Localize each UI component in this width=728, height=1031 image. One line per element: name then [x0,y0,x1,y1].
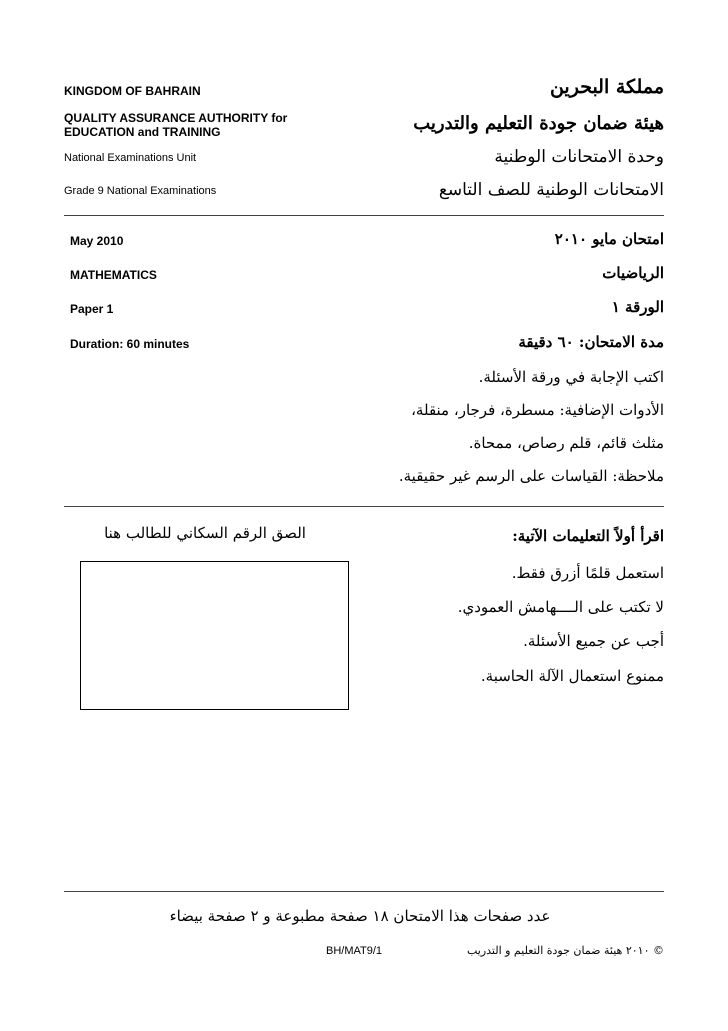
subject-ar: الرياضيات [602,264,664,282]
unit-ar: وحدة الامتحانات الوطنية [494,147,664,167]
note-line: مثلث قائم، قلم رصاص، ممحاة. [468,434,664,452]
page-count: عدد صفحات هذا الامتحان ١٨ صفحة مطبوعة و ٢ صفحة بيضاء [169,907,551,925]
barcode-label: الصق الرقم السكاني للطالب هنا [104,524,306,542]
note-line: اكتب الإجابة في ورقة الأسئلة. [478,368,664,386]
grade-en: Grade 9 National Examinations [64,185,217,197]
instruction-item: استعمل قلمًا أزرق فقط. [511,564,664,582]
kingdom-en: KINGDOM OF BAHRAIN [64,84,201,98]
instruction-item: ممنوع استعمال الآلة الحاسبة. [480,667,664,685]
instructions-title: اقرأ أولاً التعليمات الآتية: [512,527,664,545]
authority-ar: هيئة ضمان جودة التعليم والتدريب [413,113,664,134]
authority-en-line1: QUALITY ASSURANCE AUTHORITY for [64,111,288,125]
grade-ar: الامتحانات الوطنية للصف التاسع [438,180,664,200]
subject-en: MATHEMATICS [70,268,157,282]
kingdom-ar: مملكة البحرين [549,76,664,98]
header-divider [64,215,664,216]
exam-date-en: May 2010 [70,234,124,248]
duration-en: Duration: 60 minutes [70,337,190,351]
barcode-box [80,561,349,710]
exam-date-ar: امتحان مايو ٢٠١٠ [554,230,664,248]
authority-en-line2: EDUCATION and TRAINING [64,125,221,139]
paper-en: Paper 1 [70,302,114,316]
instruction-item: لا تكتب على الــــهامش العمودي. [457,598,664,616]
copyright: © ٢٠١٠ هيئة ضمان جودة التعليم و التدريب [466,944,664,957]
notes-divider [64,506,664,507]
instruction-item: أجب عن جميع الأسئلة. [523,632,664,650]
paper-code: BH/MAT9/1 [326,945,383,957]
note-line: الأدوات الإضافية: مسطرة، فرجار، منقلة، [411,401,664,419]
unit-en: National Examinations Unit [64,152,197,164]
footer-divider [64,891,664,892]
duration-ar: مدة الامتحان: ٦٠ دقيقة [518,333,664,351]
note-line: ملاحظة: القياسات على الرسم غير حقيقية. [398,467,664,485]
paper-ar: الورقة ١ [611,298,664,316]
